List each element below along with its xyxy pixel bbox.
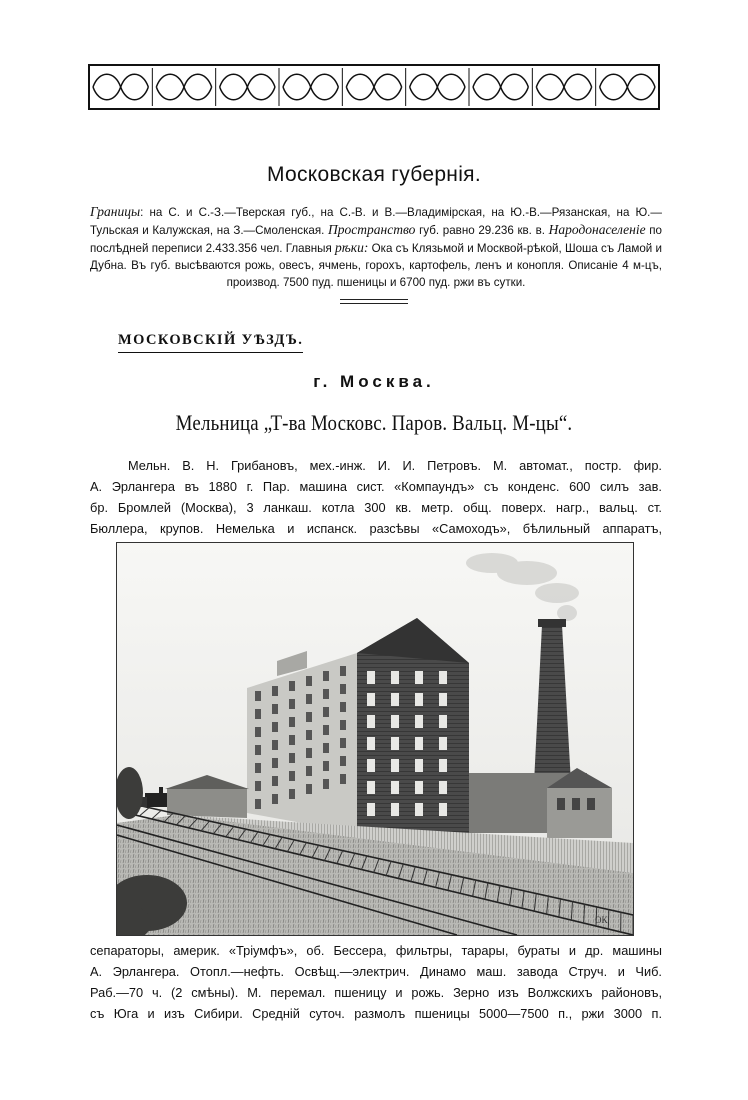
- window: [272, 722, 278, 732]
- ornament-loop: [220, 74, 275, 100]
- window: [439, 737, 447, 750]
- district-heading: МОСКОВСКІЙ УѢЗДЪ.: [118, 332, 303, 353]
- window: [439, 803, 447, 816]
- window: [391, 737, 399, 750]
- divider-line: [340, 299, 408, 301]
- window: [306, 784, 312, 794]
- window: [340, 684, 346, 694]
- mill-title: Мельница „Т-ва Московс. Паров. Вальц. М-цы“.: [175, 410, 573, 435]
- window: [272, 686, 278, 696]
- window: [272, 758, 278, 768]
- window: [323, 671, 329, 681]
- window: [289, 735, 295, 745]
- window: [415, 781, 423, 794]
- window: [289, 681, 295, 691]
- ornament-loop: [600, 74, 655, 100]
- window: [391, 759, 399, 772]
- mill-paragraph-1: [90, 455, 662, 539]
- ornamental-header-border: [88, 64, 660, 110]
- window: [367, 671, 375, 684]
- window: [306, 712, 312, 722]
- text-line: Мельн. В. Н. Грибановъ, мех.-инж. И. И. Петровъ. М. автомат., постр. фир.: [128, 458, 662, 473]
- window: [323, 761, 329, 771]
- text-line: бр. Бромлей (Москва), 3 ланкаш. котла 300 кв. метр. общ. поверх. нагр., вальц. ст.: [90, 500, 662, 515]
- window: [439, 693, 447, 706]
- window: [323, 743, 329, 753]
- window: [306, 766, 312, 776]
- window: [367, 693, 375, 706]
- window: [289, 753, 295, 763]
- window: [340, 756, 346, 766]
- window: [340, 738, 346, 748]
- window: [415, 803, 423, 816]
- window: [415, 759, 423, 772]
- window: [391, 803, 399, 816]
- window: [323, 779, 329, 789]
- text-line: сепараторы, америк. «Тріумфъ», об. Бессера, фильтры, тарары, бураты и др. машины: [90, 943, 662, 958]
- window: [306, 676, 312, 686]
- rivers-text: Ока съ Клязьмой и Москвой-рѣкой, Шоша съ Ламой и Дубна. Въ губ. высѣваются рожь, овесъ, ячмень, горохъ, картофель, ленъ и конопля. Описаніе 4 м-цъ, производ. 7500 пуд. пшеницы и 6700 пуд. ржи въ сутки.: [90, 242, 662, 289]
- window: [415, 715, 423, 728]
- rivers-label: рѣки:: [335, 240, 369, 255]
- page-title: Московская губернія.: [267, 163, 481, 186]
- text-line: съ Юга и изъ Сибири. Средній суточ. размолъ пшеницы 5000—7500 п., ржи 3000 п.: [90, 1006, 662, 1021]
- population-text: по послѣдней переписи 2.433.356 чел. Главныя: [90, 224, 662, 255]
- window: [391, 715, 399, 728]
- window: [323, 725, 329, 735]
- window: [323, 689, 329, 699]
- window: [439, 715, 447, 728]
- ornament-loop: [283, 74, 338, 100]
- window: [272, 740, 278, 750]
- window: [391, 693, 399, 706]
- ornament-loop: [473, 74, 528, 100]
- window: [439, 671, 447, 684]
- window: [306, 730, 312, 740]
- window: [415, 693, 423, 706]
- window: [415, 737, 423, 750]
- window: [272, 794, 278, 804]
- area-label: Пространство: [328, 222, 416, 237]
- photo-signature: ОК: [595, 915, 608, 925]
- window: [289, 789, 295, 799]
- area-text: губ. равно 29.236 кв. в.: [415, 224, 545, 237]
- ornament-loop: [346, 74, 401, 100]
- population-label: Народонаселеніе: [548, 222, 646, 237]
- window: [340, 666, 346, 676]
- ornament-loop: [156, 74, 211, 100]
- window: [340, 774, 346, 784]
- window: [439, 781, 447, 794]
- window: [391, 671, 399, 684]
- window: [289, 717, 295, 727]
- window: [340, 702, 346, 712]
- window: [367, 803, 375, 816]
- window: [391, 781, 399, 794]
- window: [306, 694, 312, 704]
- ornament-loop: [410, 74, 465, 100]
- text-line: А. Эрлангера въ 1880 г. Пар. машина сист. «Компаундъ» съ конденс. 600 силъ зав.: [90, 479, 662, 494]
- ornament-loop: [93, 74, 148, 100]
- divider-line: [340, 303, 408, 305]
- window: [255, 727, 261, 737]
- window: [255, 709, 261, 719]
- text-line: А. Эрлангера. Отопл.—нефть. Освѣщ.—электрич. Динамо маш. завода Струч. и Чиб.: [90, 964, 662, 979]
- window: [323, 707, 329, 717]
- window: [255, 745, 261, 755]
- window: [367, 737, 375, 750]
- borders-label: Границы: [90, 204, 141, 219]
- text-line: Раб.—70 ч. (2 смѣны). М. перемал. пшеницу и рожь. Зерно изъ Волжскихъ районовъ,: [90, 985, 662, 1000]
- text-line: Бюллера, крупов. Немелька и испанск. разсѣвы «Самоходъ», бѣлильный аппаратъ,: [90, 521, 662, 536]
- window: [289, 771, 295, 781]
- window: [367, 759, 375, 772]
- window: [255, 799, 261, 809]
- window: [439, 759, 447, 772]
- borders-text: : на С. и С.-З.—Тверская губ., на С.-В. и В.—Владимірская, на Ю.-В.—Рязанская, на Ю.—Тульская и Калужская, на З.—Смоленская.: [90, 206, 662, 237]
- window: [272, 704, 278, 714]
- window: [255, 763, 261, 773]
- window: [272, 776, 278, 786]
- window: [367, 715, 375, 728]
- mill-paragraph-2: [90, 940, 662, 1024]
- window: [340, 720, 346, 730]
- ornament-loop: [536, 74, 591, 100]
- province-description: [90, 203, 662, 291]
- window: [255, 781, 261, 791]
- window: [415, 671, 423, 684]
- city-heading: г. Москва.: [313, 372, 435, 391]
- window: [255, 691, 261, 701]
- window: [306, 748, 312, 758]
- window: [289, 699, 295, 709]
- mill-photograph: [116, 542, 634, 936]
- window: [367, 781, 375, 794]
